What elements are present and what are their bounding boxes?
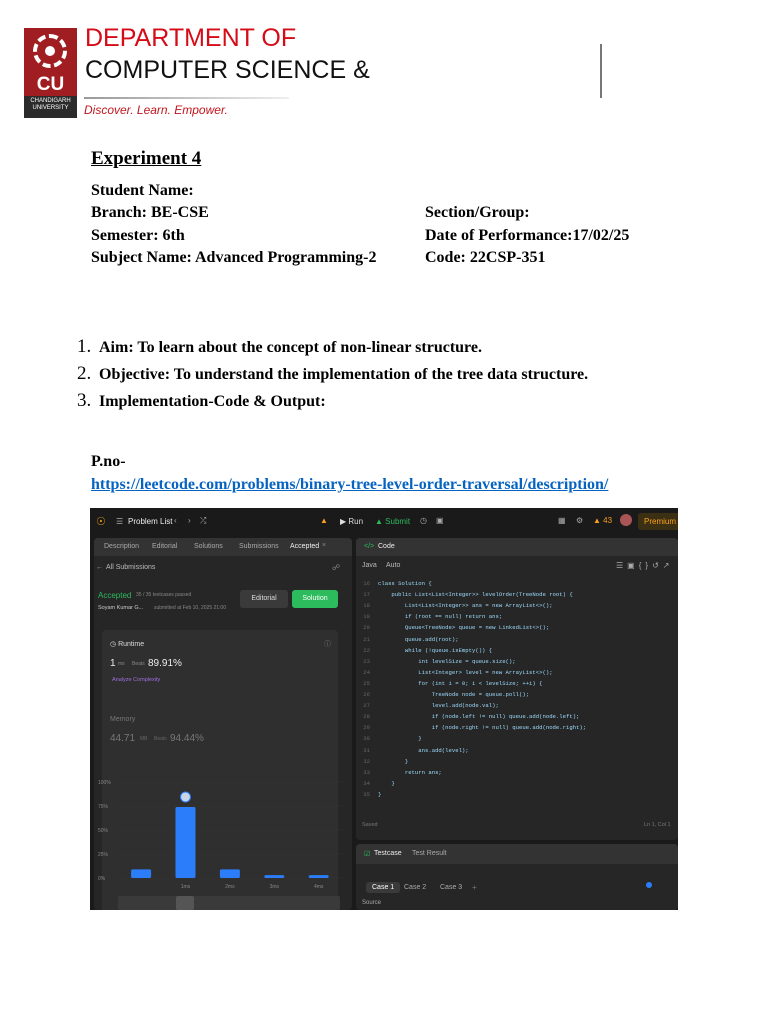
code-text: class Solution { bbox=[378, 580, 432, 587]
upload-icon: ▲ bbox=[375, 517, 383, 526]
code-text: List<Integer> level = new ArrayList<>(); bbox=[378, 668, 553, 676]
line-number: 34 bbox=[363, 779, 370, 787]
code-text: queue.add(root); bbox=[378, 635, 459, 643]
saved-status: Saved bbox=[362, 822, 378, 828]
line-number: 30 bbox=[363, 735, 370, 743]
source-label: Source bbox=[362, 900, 382, 906]
run-label: Run bbox=[348, 517, 364, 526]
code-text: int levelSize = queue.size(); bbox=[378, 657, 516, 665]
student-name: Student Name: bbox=[91, 182, 194, 199]
run-button[interactable] bbox=[340, 517, 363, 526]
submitted-at: submitted at Feb 10, 2025 21:00 bbox=[154, 605, 226, 611]
code-line bbox=[356, 580, 432, 591]
list-item bbox=[77, 363, 588, 390]
chart-range-slider[interactable] bbox=[118, 896, 340, 910]
code-text: return ans; bbox=[378, 768, 442, 776]
tab-solutions[interactable]: Solutions bbox=[194, 543, 223, 550]
x-tick-label: 3ms bbox=[269, 884, 280, 890]
user-position-avatar-icon bbox=[180, 792, 190, 802]
auto-label: Auto bbox=[386, 562, 401, 569]
code-panel bbox=[356, 538, 678, 840]
line-number: 35 bbox=[363, 790, 370, 798]
code-line bbox=[356, 636, 459, 647]
notes-icon[interactable]: ▣ bbox=[436, 516, 444, 525]
code-line bbox=[356, 702, 499, 713]
code-tab[interactable]: Code bbox=[378, 543, 395, 550]
leetcode-screenshot bbox=[90, 508, 678, 910]
code-line bbox=[356, 791, 381, 802]
line-number: 24 bbox=[363, 668, 370, 676]
chart-bar[interactable] bbox=[176, 807, 196, 878]
code-text: if (node.right != null) queue.add(node.right); bbox=[378, 724, 587, 732]
list-item bbox=[77, 390, 588, 417]
line-number: 25 bbox=[363, 679, 370, 687]
link-icon[interactable]: ☍ bbox=[332, 563, 341, 572]
code-line bbox=[356, 613, 502, 624]
avatar[interactable] bbox=[620, 514, 632, 526]
line-number: 27 bbox=[363, 702, 370, 710]
analyze-complexity-link[interactable]: Analyze Complexity bbox=[112, 677, 161, 683]
code-text: public List<List<Integer>> levelOrder(TreeNode root) { bbox=[378, 591, 573, 599]
code-line bbox=[356, 669, 553, 680]
tab-description[interactable]: Description bbox=[104, 543, 140, 550]
memory-beats-label: Beats bbox=[154, 736, 167, 742]
code-line bbox=[356, 769, 442, 780]
cu-logo bbox=[24, 28, 77, 118]
list-number: 3. bbox=[77, 390, 92, 411]
code-line bbox=[356, 735, 422, 746]
case-2-tab[interactable]: Case 2 bbox=[404, 884, 427, 891]
status-dot-icon bbox=[646, 882, 652, 888]
line-number: 33 bbox=[363, 768, 370, 776]
editorial-button[interactable]: Editorial bbox=[240, 590, 288, 608]
info-icon[interactable]: ⓘ bbox=[324, 641, 331, 648]
runtime-distribution-chart bbox=[94, 774, 352, 910]
streak-badge[interactable] bbox=[593, 516, 612, 525]
prev-icon[interactable]: ‹ bbox=[174, 516, 177, 525]
y-tick-label: 25% bbox=[98, 852, 109, 858]
code-line bbox=[356, 780, 395, 791]
checkbox-icon: ☑ bbox=[364, 851, 371, 858]
code-line bbox=[356, 658, 516, 669]
memory-beats: 94.44% bbox=[170, 733, 204, 744]
line-number: 23 bbox=[363, 657, 370, 665]
close-icon[interactable]: × bbox=[322, 542, 327, 549]
shuffle-icon[interactable]: ⤮ bbox=[200, 516, 207, 525]
line-number: 21 bbox=[363, 635, 370, 643]
chart-bar[interactable] bbox=[309, 875, 329, 878]
code-line bbox=[356, 724, 586, 735]
code-tab-bar bbox=[356, 538, 678, 556]
streak-count: 43 bbox=[603, 516, 613, 525]
line-number: 17 bbox=[363, 591, 370, 599]
back-arrow-icon[interactable]: ← bbox=[96, 564, 103, 571]
code-icon: </> bbox=[364, 543, 375, 550]
department-title-line2: COMPUTER SCIENCE & bbox=[85, 56, 370, 84]
list-text: Aim: To learn about the concept of non-linear structure. bbox=[99, 339, 482, 356]
code-line bbox=[356, 624, 549, 635]
tab-editorial[interactable]: Editorial bbox=[152, 543, 178, 550]
runtime-value: 1 bbox=[110, 658, 116, 669]
logo-subtext: CHANDIGARH UNIVERSITY bbox=[24, 96, 77, 118]
runtime-beats-label: Beats bbox=[132, 661, 145, 667]
gear-emblem-icon bbox=[33, 34, 67, 68]
test-result-tab[interactable]: Test Result bbox=[412, 850, 447, 857]
line-number: 16 bbox=[363, 580, 370, 587]
problem-number-label: P.no- bbox=[91, 453, 126, 470]
line-number: 28 bbox=[363, 713, 370, 721]
code-text: Queue<TreeNode> queue = new LinkedList<>(); bbox=[378, 624, 550, 632]
code-text: } bbox=[378, 735, 422, 743]
code-line bbox=[356, 602, 553, 613]
all-submissions-link[interactable]: All Submissions bbox=[106, 564, 156, 571]
testcase-tab-bar bbox=[356, 844, 678, 864]
x-tick-label: 4ms bbox=[313, 884, 324, 890]
submitter-name: Soyam Kumar G... bbox=[98, 605, 144, 611]
code-line bbox=[356, 647, 492, 658]
testcases-passed: 35 / 35 testcases passed bbox=[136, 592, 192, 598]
x-tick-label: 1ms bbox=[180, 884, 191, 890]
chart-bar[interactable] bbox=[131, 869, 151, 878]
line-number: 31 bbox=[363, 746, 370, 754]
left-tab-bar bbox=[94, 538, 352, 556]
chart-bar[interactable] bbox=[264, 875, 284, 878]
code-text: } bbox=[378, 790, 382, 798]
date-of-performance: Date of Performance:17/02/25 bbox=[425, 227, 630, 244]
branch: Branch: BE-CSE bbox=[91, 204, 209, 221]
submit-label: Submit bbox=[385, 517, 411, 526]
code-text: TreeNode node = queue.poll(); bbox=[378, 691, 530, 698]
subject-code: Code: 22CSP-351 bbox=[425, 249, 546, 266]
semester: Semester: 6th bbox=[91, 227, 185, 244]
header-vertical-divider bbox=[600, 44, 602, 98]
add-case-icon[interactable]: + bbox=[472, 883, 477, 892]
submission-panel bbox=[94, 538, 352, 910]
code-line bbox=[356, 758, 408, 769]
experiment-title: Experiment 4 bbox=[91, 148, 202, 169]
code-line bbox=[356, 680, 542, 691]
subject-name: Subject Name: Advanced Programming-2 bbox=[91, 249, 377, 266]
list-number: 2. bbox=[77, 363, 92, 384]
problem-link[interactable]: https://leetcode.com/problems/binary-tree-level-order-traversal/description/ bbox=[91, 476, 609, 493]
line-number: 19 bbox=[363, 613, 370, 621]
code-text: } bbox=[378, 779, 395, 787]
chart-bar[interactable] bbox=[220, 869, 240, 878]
memory-unit: MB bbox=[140, 736, 148, 742]
list-text: Implementation-Code & Output: bbox=[99, 393, 326, 410]
testcase-tab[interactable]: Testcase bbox=[374, 850, 402, 857]
problem-list-link[interactable]: Problem List bbox=[128, 517, 173, 526]
code-text: if (node.left != null) queue.add(node.left); bbox=[378, 713, 580, 721]
language-select[interactable]: Java bbox=[362, 562, 377, 569]
case-1-tab[interactable]: Case 1 bbox=[366, 882, 400, 893]
code-line bbox=[356, 691, 529, 702]
logo-text: CU bbox=[36, 74, 65, 95]
line-number: 26 bbox=[363, 691, 370, 698]
header-divider bbox=[84, 97, 289, 99]
submit-button[interactable] bbox=[375, 517, 410, 526]
tagline: Discover. Learn. Empower. bbox=[84, 103, 228, 117]
code-line bbox=[356, 591, 573, 602]
solution-button[interactable]: Solution bbox=[292, 590, 338, 608]
code-text: List<List<Integer>> ans = new ArrayList<>(); bbox=[378, 602, 553, 610]
y-tick-label: 0% bbox=[98, 876, 106, 882]
runtime-label-text: Runtime bbox=[118, 641, 145, 648]
line-number: 29 bbox=[363, 724, 370, 732]
timer-icon[interactable]: ◷ bbox=[420, 516, 427, 525]
slider-handle[interactable] bbox=[176, 896, 194, 910]
leetcode-topbar bbox=[90, 508, 678, 536]
case-3-tab[interactable]: Case 3 bbox=[440, 884, 463, 891]
section-group: Section/Group: bbox=[425, 204, 530, 221]
fire-icon: ▲ bbox=[593, 516, 601, 525]
runtime-unit: ms bbox=[118, 661, 125, 667]
cursor-position: Ln 1, Col 1 bbox=[644, 822, 671, 828]
memory-label: Memory bbox=[110, 716, 136, 723]
settings-icon[interactable]: ⚙ bbox=[576, 516, 584, 525]
code-line bbox=[356, 713, 579, 724]
numbered-list bbox=[77, 336, 588, 417]
line-number: 18 bbox=[363, 602, 370, 610]
code-text: if (root == null) return ans; bbox=[378, 613, 503, 621]
line-number: 22 bbox=[363, 646, 370, 654]
layout-icon[interactable]: ▦ bbox=[558, 516, 566, 525]
code-text: level.add(node.val); bbox=[378, 702, 499, 710]
play-icon: ▶ bbox=[340, 517, 347, 526]
accepted-status: Accepted bbox=[98, 591, 132, 600]
code-text: while (!queue.isEmpty()) { bbox=[378, 646, 493, 654]
department-title-line1: DEPARTMENT OF bbox=[85, 24, 297, 52]
testcase-panel bbox=[356, 844, 678, 910]
list-item bbox=[77, 336, 588, 363]
list-number: 1. bbox=[77, 336, 92, 357]
runtime-beats: 89.91% bbox=[148, 658, 182, 669]
code-text: ans.add(level); bbox=[378, 746, 469, 754]
editor-tool-icons[interactable]: ☰▣{}↺↗ bbox=[616, 561, 674, 570]
memory-value: 44.71 bbox=[110, 733, 136, 744]
tab-submissions[interactable]: Submissions bbox=[239, 543, 279, 550]
y-tick-label: 50% bbox=[98, 828, 109, 834]
debug-icon[interactable]: ▲ bbox=[320, 516, 328, 525]
y-tick-label: 75% bbox=[98, 804, 109, 810]
premium-button[interactable]: Premium bbox=[638, 513, 678, 530]
code-text: for (int i = 0; i < levelSize; ++i) { bbox=[378, 679, 543, 687]
y-tick-label: 100% bbox=[98, 780, 111, 786]
line-number: 32 bbox=[363, 757, 370, 765]
clock-icon: ◷ bbox=[110, 641, 117, 648]
list-text: Objective: To understand the implementation of the tree data structure. bbox=[99, 366, 589, 383]
runtime-label bbox=[110, 640, 144, 648]
code-text: } bbox=[378, 757, 409, 765]
leetcode-logo-icon: ☉ bbox=[96, 516, 106, 528]
line-number: 20 bbox=[363, 624, 370, 632]
code-line bbox=[356, 747, 469, 758]
list-icon: ☰ bbox=[116, 517, 124, 526]
code-editor[interactable] bbox=[356, 580, 678, 820]
next-icon[interactable]: › bbox=[188, 516, 191, 525]
tab-accepted[interactable]: Accepted bbox=[290, 543, 320, 550]
x-tick-label: 2ms bbox=[225, 884, 235, 890]
